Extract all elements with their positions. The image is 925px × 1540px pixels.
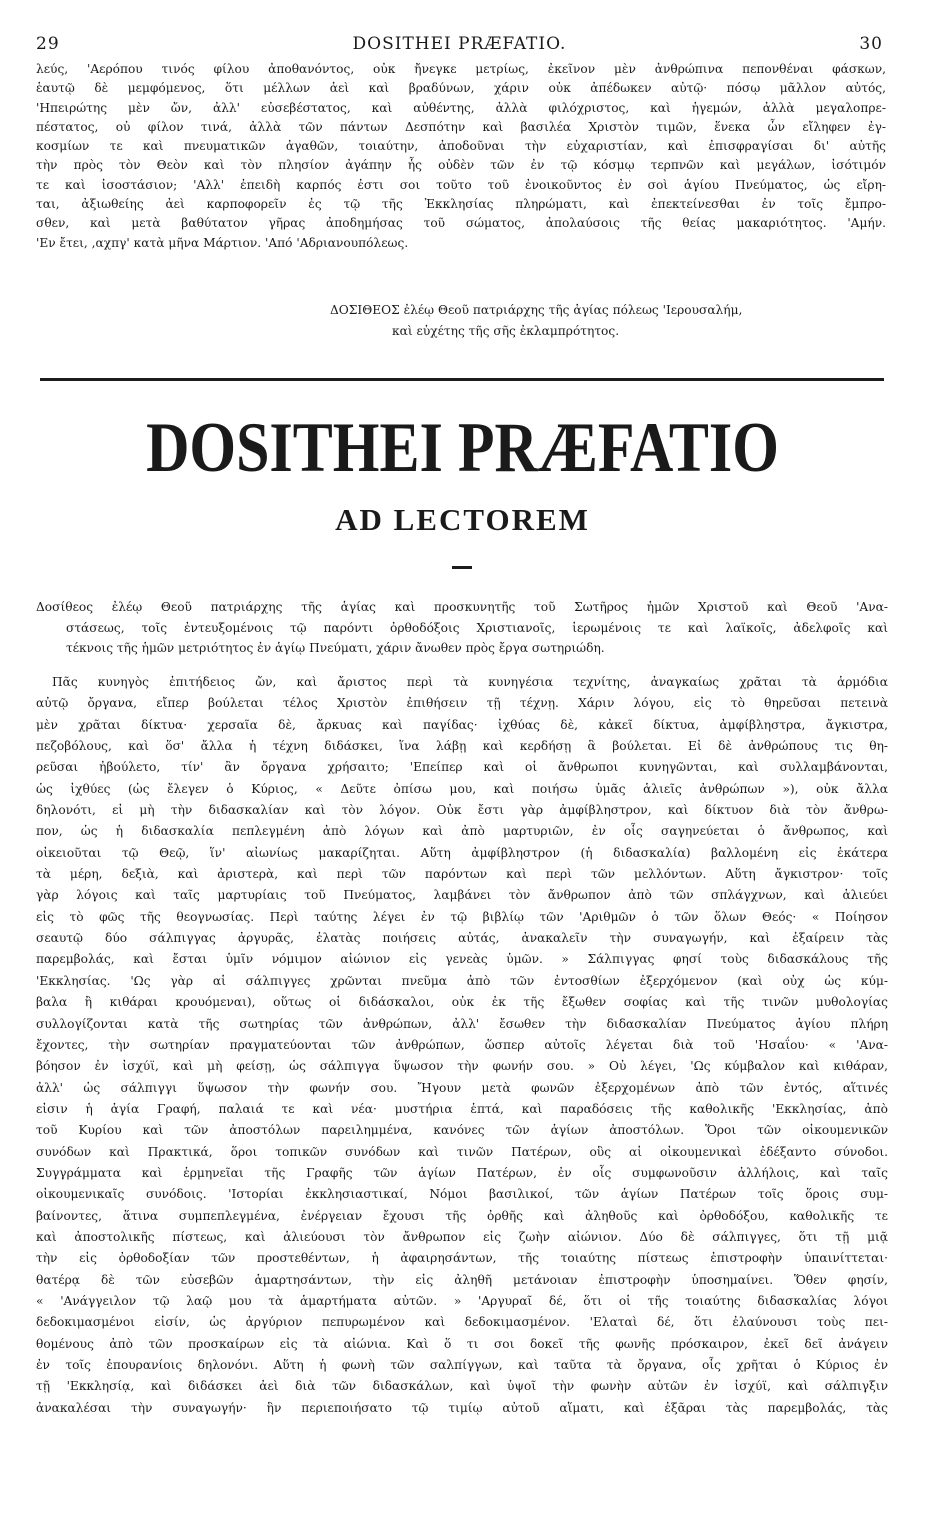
text-line: 'Εν ἔτει, ,αχπγ' κατὰ μῆνα Μάρτιον. 'Από 'Αδριανουπόλεως. xyxy=(36,235,409,250)
text-line: εἰς τὸ φῶς τῆς θεογνωσίας. Περὶ ταύτης λέγει ἐν τῷ βιβλίῳ τῶν 'Αριθμῶν ὁ τῶν ὅλων Θεός· « Ποίησον xyxy=(36,909,888,924)
body-paragraph xyxy=(36,672,888,1419)
text-line: τὴν πρὸς τὸν Θεὸν καὶ τὸν πλησίον ἀγάπην ἧς οὐδὲν τῶν ἐν τῷ κόσμῳ τερπνῶν καὶ μεγάλων, ἰσότιμόν xyxy=(36,158,886,173)
text-line: τὰ μέρη, δεξιὰ, καὶ ἀριστερὰ, καὶ περὶ τῶν παρόντων καὶ περὶ τῶν μελλόντων. Αὕτη ἄγκιστρον· τοῖς xyxy=(36,867,888,882)
text-line: ἔχοντες, τὴν σωτηρίαν πραγματεύονται τῶν ἀνθρώπων, ὥσπερ αὐτοῖς λέγεται διὰ τοῦ 'Ησαΐου· « 'Ανα- xyxy=(36,1037,888,1052)
text-line: καὶ ἀποστολικῆς πίστεως, καὶ ἁλιεύουσι τὸν ἄνθρωπον εἰς ζωὴν αἰώνιον. Δύο δὲ σάλπιγγες, ὅτι τῇ μιᾷ xyxy=(36,1229,888,1244)
text-line: ὡς ἰχθύες (ὡς ἔλεγεν ὁ Κύριος, « Δεῦτε ὀπίσω μου, καὶ ποιήσω ὑμᾶς ἁλιεῖς ἀνθρώπων »), οὐκ ἄλλα xyxy=(36,781,888,796)
section-divider xyxy=(40,378,884,381)
text-line: στάσεως, τοῖς ἐντευξομένοις τῷ παρόντι ὀρθοδόξοις Χριστιανοῖς, ἱερωμένοις τε καὶ λαϊκοῖς, ἀδελφοῖς καὶ xyxy=(66,620,888,635)
text-line: αὐτῷ ὄργανα, εἴπερ βούλεται τέλος Χριστὸν ἐπιθήσειν τῇ τέχνῃ. Χάριν λόγου, εἰς τὸ θηρεῦσαι πετεινὰ xyxy=(36,696,888,711)
text-line: ρεῦσαι ἠβούλετο, τίν' ἂν ὄργανα χρήσαιτο; 'Επείπερ καὶ οἱ ἄνθρωποι κυνηγῶνται, καὶ συλλαμβάνονται, xyxy=(36,760,888,775)
page-number-left: 29 xyxy=(36,34,60,54)
text-line: θομένους ἀπὸ τῶν προσκαίρων εἰς τὰ αἰώνια. Καὶ ὅ τι σοι δοκεῖ τῆς φωνῆς πρόσκαιρον, ἐκεῖ δεῖ ἀνάγειν xyxy=(36,1336,888,1351)
text-line: βαίνοντες, ἅτινα συμπεπλεγμένα, ἐνέργειαν ἔχουσι τῆς ὀρθῆς καὶ ἀληθοῦς καὶ ὀρθοδόξου, καθολικῆς τε xyxy=(36,1208,888,1223)
text-line: σθεν, καὶ μετὰ βαθύτατον γῆρας ἀποδημήσας τοῦ σώματος, ἀπολαύσοις τῆς θείας μακαριότητος. 'Αμήν. xyxy=(36,216,886,231)
running-head xyxy=(36,34,883,56)
text-line: τῇ 'Εκκλησίᾳ, καὶ διδάσκει ἀεὶ διὰ τῶν διδασκάλων, καὶ ὑψοῖ τὴν φωνὴν αὐτῶν ἐν ἰσχύϊ, καὶ σάλπιγξιν xyxy=(36,1379,888,1394)
text-line: πον, ὡς ἡ διδασκαλία πεπλεγμένη ἀπὸ λόγων καὶ ἀπὸ μαρτυριῶν, ἐν οἷς σαγηνεύεται ὁ ἄνθρωπος, καὶ xyxy=(36,824,888,839)
text-line: σεαυτῷ δύο σάλπιγγας ἀργυρᾶς, ἐλατὰς ποιήσεις αὐτάς, ἀνακαλεῖν τὴν συναγωγήν, καὶ ἐξαίρειν τὰς xyxy=(36,931,888,946)
text-line: Συγγράμματα καὶ ἑρμηνεῖαι τῆς Γραφῆς τῶν ἁγίων Πατέρων, ἐν οἷς συμφωνοῦσιν ἀλλήλοις, καὶ ταῖς xyxy=(36,1165,888,1180)
text-line: ἀλλ' ὡς σάλπιγγι ὕψωσον τὴν φωνήν σου. Ἤγουν μετὰ φωνῶν ἐξερχομένων ἀπὸ τῶν ἐντός, αἵτινές xyxy=(36,1080,888,1095)
text-line: Δοσίθεος ἐλέῳ Θεοῦ πατριάρχης τῆς ἁγίας καὶ προσκυνητῆς τοῦ Σωτῆρος ἡμῶν Χριστοῦ καὶ Θεοῦ 'Ανα- xyxy=(36,600,888,614)
text-line: τοῦ Κυρίου καὶ τῶν ἀποστόλων παρειλημμένα, κανόνες τῶν ἁγίων ἀποστόλων. Ὅροι τῶν οἰκουμενικῶν xyxy=(36,1123,888,1138)
text-line: 'Εκκλησίας. 'Ως γὰρ αἱ σάλπιγγες χρῶνται πνεῦμα ἀπὸ τῶν ἐντοσθίων ἐξερχόμενον (καὶ οὐχ ὡς κύμ- xyxy=(36,973,888,988)
text-line: Πᾶς κυνηγὸς ἐπιτήδειος ὤν, καὶ ἄριστος περὶ τὰ κυνηγέσια τεχνίτης, ἀναγκαίως χρᾶται τὰ ἁρμόδια xyxy=(52,675,888,689)
running-title: DOSITHEI PRÆFATIO. xyxy=(352,34,567,54)
text-line: εἰσιν ἡ ἁγία Γραφή, παλαιά τε καὶ νέα· μυστήρια ἑπτά, καὶ παραδόσεις τῆς καθολικῆς 'Εκκλησίας, ἀπὸ xyxy=(36,1101,888,1116)
text-line: δεδοκιμασμένοι εἰσίν, ὡς ἀργύριον πεπυρωμένον καὶ δεδοκιμασμένον. 'Ελαταὶ δέ, ὅτι ἐλαύνουσι τοὺς πει- xyxy=(36,1315,888,1330)
title-dash xyxy=(452,566,472,569)
text-line: ἐν τοῖς ἐπουρανίοις δηλονόνι. Αὕτη ἡ φωνὴ τῶν σαλπίγγων, καὶ ταῦτα τὰ ὄργανα, οἷς χρῆται ὁ Κύριος ἐν xyxy=(36,1358,888,1372)
text-line: μὲν χρᾶται δίκτυα· χερσαῖα δὲ, ἄρκυας καὶ παγίδας· ἰχθύας δὲ, κἀκεῖ δίκτυα, ἀμφίβληστρα, ἄγκιστρα, xyxy=(36,717,888,732)
signature-line: ΔΟΣΙΘΕΟΣ ἐλέῳ Θεοῦ πατριάρχης τῆς ἁγίας πόλεως 'Ιερουσαλήμ, xyxy=(330,303,743,317)
signature-block xyxy=(330,300,890,342)
text-line: δηλονότι, εἰ μὴ τὴν διδασκαλίαν καὶ τὸν λόγον. Οὐκ ἔστι γὰρ ἀμφίβληστρον, καὶ δίκτυον διὰ τὸν ἄνθρω- xyxy=(36,803,888,818)
text-line: 'Ηπειρώτης μὲν ὤν, ἀλλ' εὐσεβέστατος, καὶ αὐθέντης, ἀλλὰ φιλόχριστος, καὶ ἡγεμών, ἀλλὰ μεγαλοπρε- xyxy=(36,100,886,115)
section-title: DOSITHEI PRÆFATIO xyxy=(146,408,779,487)
text-line: πέστατος, οὐ φίλον τινά, ἀλλὰ τῶν πάντων Δεσπότην καὶ βασιλέα Χριστὸν τιμῶν, ἕνεκα ὧν εἴληφεν ἐγ- xyxy=(36,119,886,134)
text-line: θατέρᾳ δὲ τῶν εὐσεβῶν ἁμαρτησάντων, τὴν εἰς ἀληθῆ μετάνοιαν ἐπιστροφὴν ὑποσημαίνει. Ὅθεν φησίν, xyxy=(36,1272,888,1287)
text-line: οἰκειοῦται τῷ Θεῷ, ἵν' αἰωνίως μακαρίζηται. Αὕτη ἀμφίβληστρον (ἡ διδασκαλία) βαλλομένη εἰς ἑκάτερα xyxy=(36,845,888,860)
text-line: τὴν εἰς ὀρθοδοξίαν τῶν προστεθέντων, ἡ ἀφαιρησάντων, τῆς τοιαύτης πίστεως ἐπιστροφὴν ὑπαινίττεται· xyxy=(36,1251,888,1266)
text-line: τε καὶ ἰσοστάσιον; 'Αλλ' ἐπειδὴ καρπός ἐστι σοι τοῦτο τοῦ ἐνοικοῦντος ἐν σοὶ ἁγίου Πνεύματος, ὡς εἴρη- xyxy=(36,177,886,192)
text-line: τέκνοις τῆς ἡμῶν μετριότητος ἐν ἁγίῳ Πνεύματι, χάριν ἄνωθεν πρὸς ἔργα σωτηριώδη. xyxy=(66,641,605,655)
section-subtitle: AD LECTOREM xyxy=(335,502,590,537)
text-line: παρεμβολάς, καὶ ἔσται ὑμῖν νόμιμον αἰώνιον εἰς γενεὰς ὑμῶν. » Σάλπιγγας φησί τοὺς διδασκάλους τῆς xyxy=(36,952,888,967)
greeting-paragraph xyxy=(36,597,888,659)
page-number-right: 30 xyxy=(859,34,883,54)
text-line: ἑαυτῷ δὲ μεμφόμενος, ὅτι μέλλων ἀεὶ καὶ βραδύνων, χάριν οὐκ ἀπέδωκεν αὐτῷ· πόσῳ μᾶλλον αὐτός, xyxy=(36,81,886,96)
text-line: ται, ἀξιωθείης ἀεὶ καρποφορεῖν ἐς τῷ τῆς Ἐκκλησίας πληρώματι, καὶ ἐπεκτείνεσθαι ἐν τοῖς ἔμπρο- xyxy=(36,197,886,212)
text-line: συλλογίζονται κατὰ τῆς σωτηρίας τῶν ἀνθρώπων, ἀλλ' ἔσωθεν τὴν διδασκαλίαν Πνεύματος ἁγίου πλήρη xyxy=(36,1016,888,1031)
text-line: βαλα ἢ κιθάραι κρουόμεναι), οὕτως οἱ διδάσκαλοι, οὐκ ἐκ τῆς ἔξωθεν σοφίας καὶ τῆς τινῶν μυθολογίας xyxy=(36,995,888,1010)
text-line: γὰρ λόγοις καὶ ταῖς μαρτυρίαις τοῦ Πνεύματος, λαμβάνει τὸν ἄνθρωπον ἀπὸ τῶν σπλάγχνων, καὶ ἁλιεύει xyxy=(36,888,888,903)
text-line: « 'Ανάγγειλον τῷ λαῷ μου τὰ ἁμαρτήματα αὐτῶν. » 'Αργυραῖ δέ, ὅτι οἱ τῆς τοιαύτης διδασκαλίας λόγοι xyxy=(36,1293,888,1308)
text-line: οἰκουμενικαῖς συνόδοις. 'Ιστορίαι ἐκκλησιαστικαί, Νόμοι βασιλικοί, τῶν ἁγίων Πατέρων τοῖς ὅροις συμ- xyxy=(36,1187,888,1202)
text-line: συνόδων καὶ Πρακτικά, ὅροι τοπικῶν συνόδων καὶ τινῶν Πατέρων, οὓς αἱ οἰκουμενικαὶ ἐδέξαντο σύνοδοι. xyxy=(36,1144,888,1159)
text-line: ἀνακαλέσαι τὴν συναγωγήν· ἣν περιεποιήσατο τῷ τιμίῳ αὐτοῦ αἵματι, καὶ ἐξᾶραι τὰς παρεμβολάς, τὰς xyxy=(36,1400,888,1415)
text-line: λεύς, 'Αερόπου τινός φίλου ἀποθανόντος, οὐκ ἤνεγκε μετρίως, ἐκεῖνον μὲν ἀνθρώπινα πεπονθέναι φάσκων, xyxy=(36,62,886,76)
signature-line: καὶ εὐχέτης τῆς σῆς ἐκλαμπρότητος. xyxy=(392,324,620,338)
text-line: κοσμίων τε καὶ πνευματικῶν ἀγαθῶν, τοιαύτην, ἀποδοῦναι τὴν εὐχαριστίαν, καὶ ἐπισφραγίσαι δι' αὐτῆς xyxy=(36,139,886,154)
closing-paragraph xyxy=(36,60,886,253)
text-line: πεζοβόλους, καὶ ὅσ' ἄλλα ἡ τέχνη διδάσκει, ἵνα λάβῃ καὶ κερδήσῃ ἃ βούλεται. Εἰ δὲ ἀνθρώπους τις θη- xyxy=(36,739,888,754)
text-line: βόησον ἐν ἰσχύϊ, καὶ μὴ φείσῃ, ὡς σάλπιγγα ὕψωσον τὴν φωνήν σου. » Οὐ λέγει, 'Ως κύμβαλον καὶ κιθάραν, xyxy=(36,1059,888,1074)
